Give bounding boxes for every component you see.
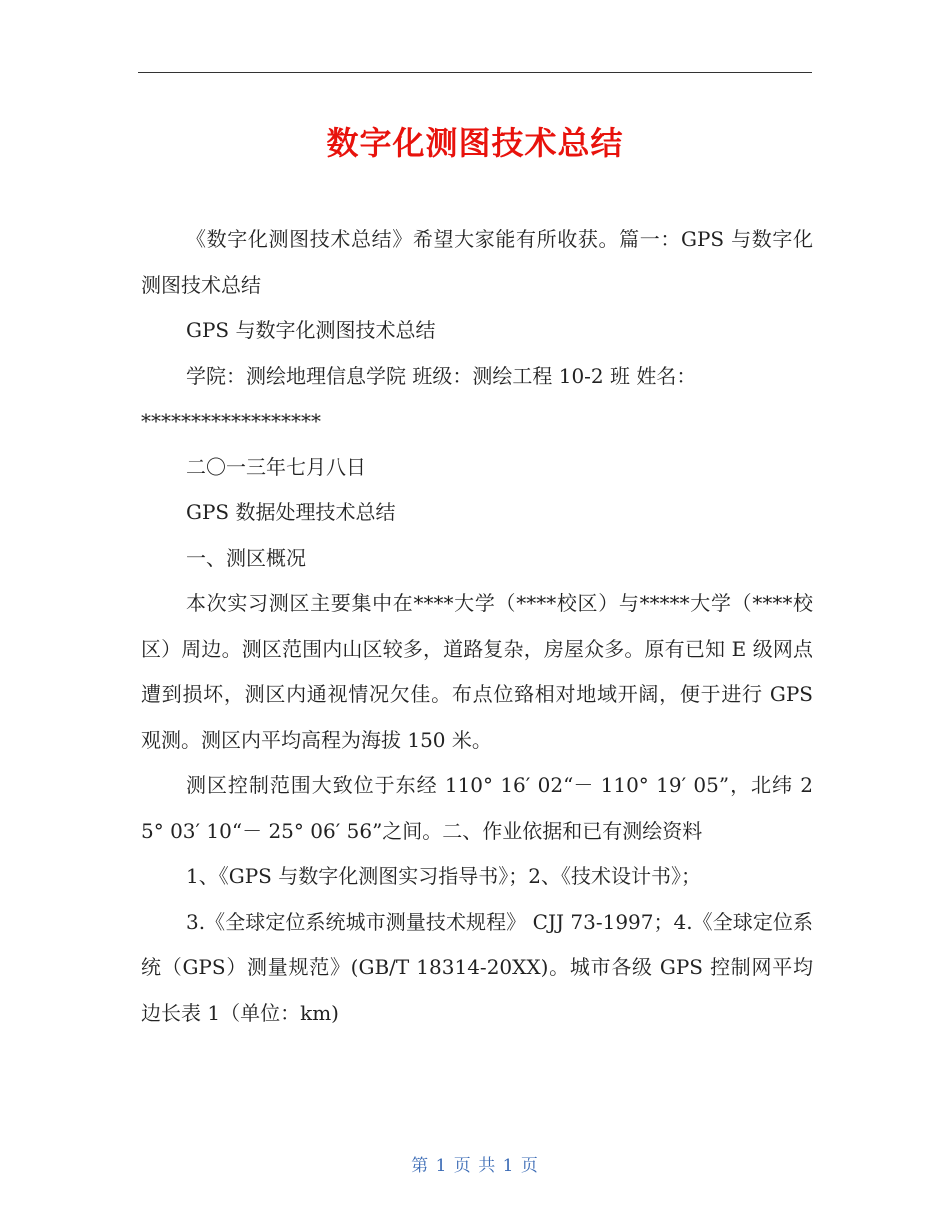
intro-paragraph: 《数字化测图技术总结》希望大家能有所收获。篇一：GPS 与数字化测图技术总结 bbox=[141, 227, 813, 297]
survey-area-paragraph: 本次实习测区主要集中在****大学（****校区）与*****大学（****校区）周边。测区范围内山区较多，道路复杂，房屋众多。原有已知 E 级网点遭到损坏，测区内通视情况欠佳。布点位臵相对地域开阔，便于进行 GPS 观测。测区内平均高程为海拔 150 米。 bbox=[141, 591, 813, 752]
document-body bbox=[141, 217, 813, 1036]
page-footer: 第 1 页 共 1 页 bbox=[411, 1156, 539, 1176]
reference-list-1: 1、《GPS 与数字化测图实习指导书》；2、《技术设计书》； bbox=[186, 864, 701, 888]
author-info: 学院：测绘地理信息学院 班级：测绘工程 10-2 班 姓名： bbox=[186, 363, 697, 388]
header-rule bbox=[138, 72, 812, 73]
author-name-masked: ****************** bbox=[141, 409, 321, 433]
section-one-heading: 一、测区概况 bbox=[186, 545, 306, 570]
reference-list-2: 3.《全球定位系统城市测量技术规程》 CJJ 73-1997；4.《全球定位系统（GPS）测量规范》(GB/T 18314-20XX)。城市各级 GPS 控制网平均边长表 1（单位：km) bbox=[141, 909, 813, 1025]
section-heading: GPS 与数字化测图技术总结 bbox=[186, 318, 436, 342]
document-title: 数字化测图技术总结 bbox=[326, 124, 624, 162]
subsection-title: GPS 数据处理技术总结 bbox=[186, 500, 396, 524]
document-date: 二〇一三年七月八日 bbox=[186, 454, 366, 479]
control-range-paragraph: 测区控制范围大致位于东经 110° 16′ 02“－ 110° 19′ 05”，北纬 25° 03′ 10“－ 25° 06′ 56”之间。二、作业依据和已有测绘资料 bbox=[141, 773, 813, 843]
